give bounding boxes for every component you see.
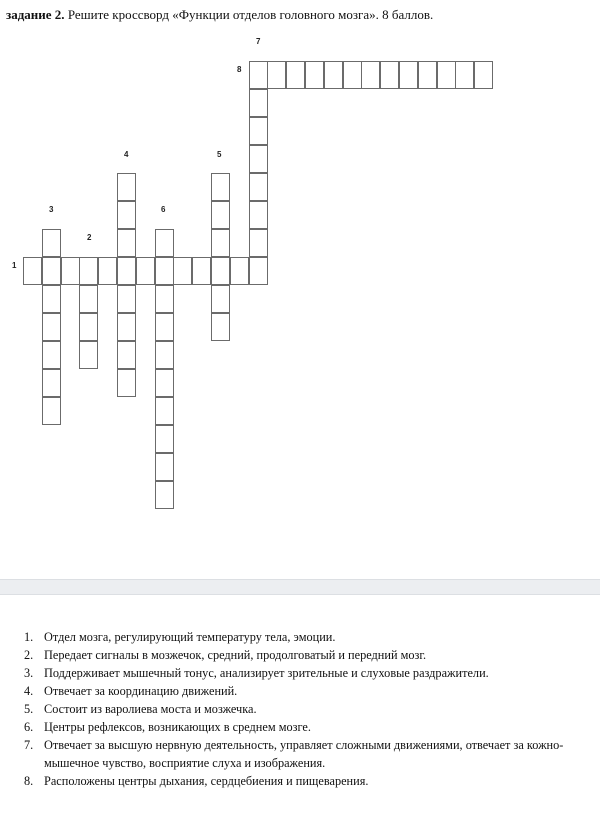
- crossword-cell[interactable]: [305, 61, 324, 89]
- clue-item-text: Центры рефлексов, возникающих в среднем мозге.: [44, 720, 311, 734]
- crossword-cell[interactable]: [155, 257, 174, 285]
- clue-item: [24, 718, 592, 736]
- crossword-cell[interactable]: [117, 201, 136, 229]
- crossword-cell[interactable]: [79, 313, 98, 341]
- crossword-cell[interactable]: [117, 341, 136, 369]
- clue-item-number: 5.: [24, 702, 34, 716]
- crossword-cell[interactable]: [117, 173, 136, 201]
- clue-item-number: 4.: [24, 684, 34, 698]
- crossword-cell[interactable]: [155, 285, 174, 313]
- clue-item: [24, 646, 592, 664]
- task-label: задание 2.: [6, 7, 65, 22]
- crossword-cell[interactable]: [117, 313, 136, 341]
- clue-number-7: 7: [256, 37, 261, 46]
- crossword-cell[interactable]: [155, 229, 174, 257]
- crossword-cell[interactable]: [155, 481, 174, 509]
- crossword-cell[interactable]: [437, 61, 456, 89]
- crossword-cell[interactable]: [324, 61, 343, 89]
- crossword-cell[interactable]: [211, 229, 230, 257]
- crossword-cell[interactable]: [42, 397, 61, 425]
- crossword-cell[interactable]: [117, 369, 136, 397]
- crossword-cell[interactable]: [249, 145, 268, 173]
- crossword-cell[interactable]: [173, 257, 192, 285]
- clue-number-5: 5: [217, 150, 222, 159]
- clue-item: [24, 628, 592, 646]
- crossword-cell[interactable]: [249, 173, 268, 201]
- crossword-cell[interactable]: [155, 453, 174, 481]
- task-text: Решите кроссворд «Функции отделов головного мозга». 8 баллов.: [67, 7, 434, 22]
- clue-list: [24, 628, 592, 790]
- crossword-cell[interactable]: [42, 257, 61, 285]
- crossword-cell[interactable]: [211, 257, 230, 285]
- clue-item-number: 6.: [24, 720, 34, 734]
- crossword-cell[interactable]: [155, 397, 174, 425]
- clue-item-text: Отвечает за высшую нервную деятельность, управляет сложными движениями, отвечает за кожно-мышечное чувство, восприятие слуха и изображения.: [44, 738, 564, 770]
- clue-item-text: Передает сигналы в мозжечок, средний, продолговатый и передний мозг.: [44, 648, 427, 662]
- clue-item-text: Расположены центры дыхания, сердцебиения и пищеварения.: [44, 774, 369, 788]
- crossword-cell[interactable]: [155, 341, 174, 369]
- crossword-cell[interactable]: [249, 61, 268, 89]
- crossword-cell[interactable]: [98, 257, 117, 285]
- crossword-cell[interactable]: [211, 313, 230, 341]
- crossword-cell[interactable]: [42, 229, 61, 257]
- crossword-cell[interactable]: [249, 201, 268, 229]
- clue-number-3: 3: [49, 205, 54, 214]
- crossword-cell[interactable]: [117, 229, 136, 257]
- crossword-cell[interactable]: [399, 61, 418, 89]
- crossword-cell[interactable]: [23, 257, 42, 285]
- clue-item: [24, 682, 592, 700]
- clue-item-number: 1.: [24, 630, 34, 644]
- crossword-cell[interactable]: [249, 229, 268, 257]
- crossword-cell[interactable]: [42, 285, 61, 313]
- clue-item-number: 7.: [24, 738, 34, 752]
- crossword-cell[interactable]: [155, 313, 174, 341]
- crossword-cell[interactable]: [211, 201, 230, 229]
- clue-item: [24, 736, 592, 772]
- clue-item: [24, 772, 592, 790]
- crossword-cell[interactable]: [211, 285, 230, 313]
- crossword-cell[interactable]: [380, 61, 399, 89]
- crossword-cell[interactable]: [117, 285, 136, 313]
- clue-number-4: 4: [124, 150, 129, 159]
- clue-number-1: 1: [12, 261, 17, 270]
- crossword-cell[interactable]: [79, 341, 98, 369]
- page-separator: [0, 579, 600, 595]
- crossword-cell[interactable]: [455, 61, 474, 89]
- crossword-cell[interactable]: [249, 257, 268, 285]
- crossword-cell[interactable]: [61, 257, 80, 285]
- crossword-cell[interactable]: [249, 117, 268, 145]
- clue-item-text: Поддерживает мышечный тонус, анализирует зрительные и слуховые раздражители.: [44, 666, 489, 680]
- crossword-cell[interactable]: [155, 369, 174, 397]
- crossword-cell[interactable]: [230, 257, 249, 285]
- crossword-cell[interactable]: [267, 61, 286, 89]
- clue-item: [24, 664, 592, 682]
- clue-item-number: 3.: [24, 666, 34, 680]
- crossword-cell[interactable]: [42, 313, 61, 341]
- clue-number-2: 2: [87, 233, 92, 242]
- clue-item-text: Отдел мозга, регулирующий температуру тела, эмоции.: [44, 630, 336, 644]
- crossword-cell[interactable]: [474, 61, 493, 89]
- clue-item-text: Отвечает за координацию движений.: [44, 684, 238, 698]
- crossword-cell[interactable]: [211, 173, 230, 201]
- crossword-cell[interactable]: [418, 61, 437, 89]
- crossword-cell[interactable]: [249, 89, 268, 117]
- crossword-cell[interactable]: [79, 257, 98, 285]
- crossword-cell[interactable]: [42, 341, 61, 369]
- crossword-cell[interactable]: [155, 425, 174, 453]
- crossword-cell[interactable]: [117, 257, 136, 285]
- crossword-cell[interactable]: [343, 61, 362, 89]
- crossword-cell[interactable]: [136, 257, 155, 285]
- crossword-cell[interactable]: [361, 61, 380, 89]
- clue-number-6: 6: [161, 205, 166, 214]
- clue-item-number: 8.: [24, 774, 34, 788]
- clue-item: [24, 700, 592, 718]
- crossword-cell[interactable]: [192, 257, 211, 285]
- clue-item-number: 2.: [24, 648, 34, 662]
- crossword-cell[interactable]: [286, 61, 305, 89]
- crossword-cell[interactable]: [79, 285, 98, 313]
- crossword-cell[interactable]: [42, 369, 61, 397]
- clue-number-8: 8: [237, 65, 242, 74]
- clue-item-text: Состоит из варолиева моста и мозжечка.: [44, 702, 257, 716]
